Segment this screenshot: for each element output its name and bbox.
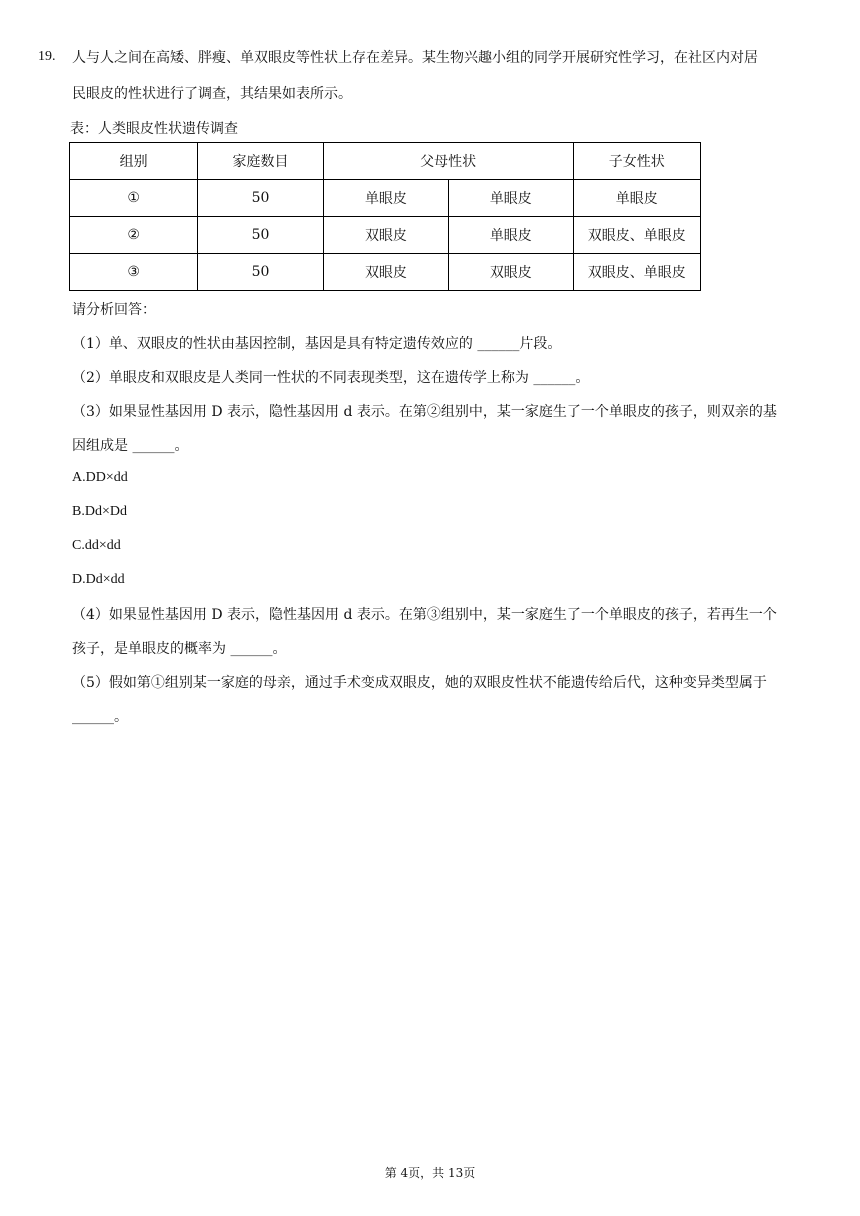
question-stem-line2: 民眼皮的性状进行了调查，其结果如表所示。 <box>72 86 352 102</box>
subquestion-5-line1: （5）假如第①组别某一家庭的母亲，通过手术变成双眼皮，她的双眼皮性状不能遗传给后代，这种变异类型属于 <box>72 675 767 691</box>
option-a: A.DD×dd <box>72 470 128 485</box>
table-cell: ① <box>70 180 198 217</box>
question-number: 19. <box>38 49 56 64</box>
table-cell: ② <box>70 217 198 254</box>
header-family-count: 家庭数目 <box>198 143 323 180</box>
table-cell: 50 <box>198 217 323 254</box>
subquestion-3-line2: 因组成是 ______。 <box>72 438 189 454</box>
subquestion-2: （2）单眼皮和双眼皮是人类同一性状的不同表现类型，这在遗传学上称为 ______。 <box>72 370 590 386</box>
option-b: B.Dd×Dd <box>72 504 127 519</box>
table-row <box>70 180 701 217</box>
table-caption: 表：人类眼皮性状遗传调查 <box>70 121 238 137</box>
table-cell: 单眼皮 <box>449 180 573 217</box>
table-cell: 双眼皮 <box>323 254 448 291</box>
table-cell: 50 <box>198 254 323 291</box>
subquestion-4-line2: 孩子，是单眼皮的概率为 ______。 <box>72 641 287 657</box>
subquestion-1: （1）单、双眼皮的性状由基因控制，基因是具有特定遗传效应的 ______片段。 <box>72 336 562 352</box>
table-cell: 双眼皮 <box>449 254 573 291</box>
table-cell: 双眼皮、单眼皮 <box>573 217 701 254</box>
subquestion-5-line2: ______。 <box>72 709 128 725</box>
page-footer: 第 4页，共 13页 <box>384 1166 476 1180</box>
option-c: C.dd×dd <box>72 538 121 553</box>
table-cell: 双眼皮、单眼皮 <box>573 254 701 291</box>
table-cell: 单眼皮 <box>323 180 448 217</box>
table-header-row <box>70 143 701 180</box>
table-cell: 双眼皮 <box>323 217 448 254</box>
question-stem-line1: 人与人之间在高矮、胖瘦、单双眼皮等性状上存在差异。某生物兴趣小组的同学开展研究性学习，在社区内对居 <box>72 50 758 66</box>
table-cell: ③ <box>70 254 198 291</box>
survey-table <box>69 142 701 291</box>
table-cell: 50 <box>198 180 323 217</box>
option-d: D.Dd×dd <box>72 572 125 587</box>
table-row <box>70 254 701 291</box>
header-child-trait: 子女性状 <box>573 143 701 180</box>
table-cell: 单眼皮 <box>449 217 573 254</box>
table-row <box>70 217 701 254</box>
analysis-prompt: 请分析回答： <box>72 302 156 318</box>
header-parent-trait: 父母性状 <box>323 143 573 180</box>
subquestion-3-line1: （3）如果显性基因用 D 表示，隐性基因用 d 表示。在第②组别中，某一家庭生了一个单眼皮的孩子，则双亲的基 <box>72 404 777 420</box>
table-cell: 单眼皮 <box>573 180 701 217</box>
header-group: 组别 <box>70 143 198 180</box>
subquestion-4-line1: （4）如果显性基因用 D 表示，隐性基因用 d 表示。在第③组别中，某一家庭生了一个单眼皮的孩子，若再生一个 <box>72 607 777 623</box>
